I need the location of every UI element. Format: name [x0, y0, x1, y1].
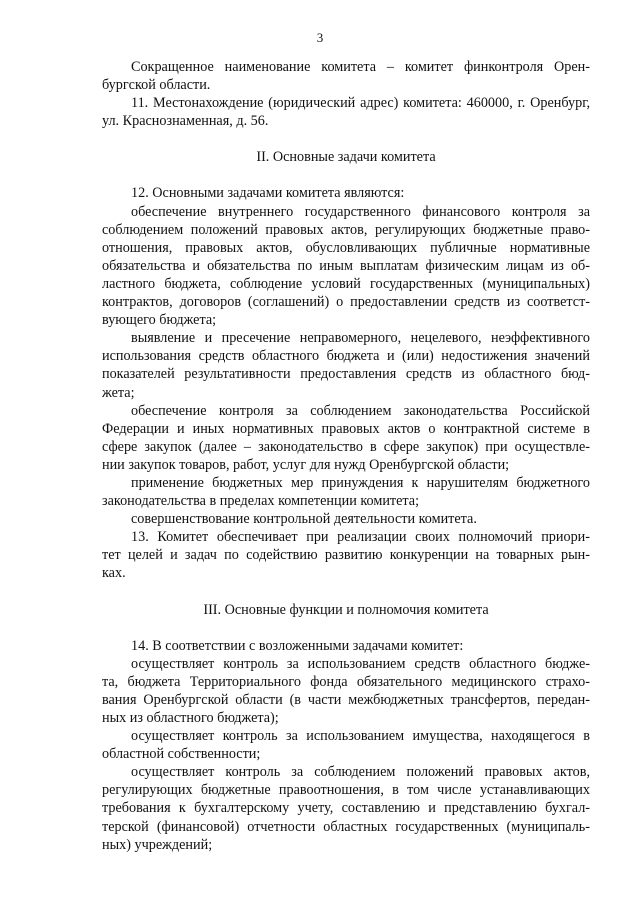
section-2-heading: II. Основные задачи комитета [256, 149, 436, 166]
paragraph-14-item-2 [102, 727, 590, 763]
text-line: 11. Местонахождение (юридический адрес) комитета: 460000, г. Оренбург, [131, 95, 590, 112]
text-line: осуществляет контроль за использованием имущества, находящегося в [131, 728, 590, 745]
spacer [102, 619, 590, 637]
spacer [102, 166, 590, 184]
text-line: терской (финансовой) отчетности областных государственных (муниципаль- [102, 818, 590, 835]
text-line: обеспечение контроля за соблюдением законодательства Российской [131, 402, 590, 419]
paragraph-12-item-2 [102, 329, 590, 401]
text-line: применение бюджетных мер принуждения к нарушителям бюджетного [131, 474, 590, 491]
paragraph-12-item-4 [102, 474, 590, 510]
text-line: отношения, правовых актов, обусловливающих публичные нормативные [102, 239, 590, 256]
spacer [102, 583, 590, 601]
text-line: контрактов, договоров (соглашений) о предоставлении средств из соответст- [102, 294, 590, 311]
text-line: вания Оренбургской области (в части межбюджетных трансфертов, передан- [102, 691, 590, 708]
text-line: осуществляет контроль за соблюдением положений правовых актов, [131, 764, 590, 781]
text-line: жета; [102, 384, 135, 401]
paragraph-12-item-1 [102, 203, 590, 330]
paragraph-12-item-3 [102, 402, 590, 474]
text-line: требования к бухгалтерскому учету, составлению и представлению бухгал- [102, 800, 590, 817]
text-line: ул. Краснознаменная, д. 56. [102, 113, 269, 130]
text-line: Сокращенное наименование комитета – комитет финконтроля Орен- [131, 59, 590, 75]
text-line: ластного бюджета, соблюдение условий государственных (муниципальных) [102, 275, 590, 292]
text-line: ных) учреждений; [102, 836, 213, 853]
text-line: законодательства в пределах компетенции комитета; [102, 493, 420, 510]
text-line: бургской области. [102, 77, 211, 94]
section-3-heading: III. Основные функции и полномочия комитета [203, 601, 489, 618]
document-body [102, 58, 590, 854]
paragraph-14-intro: 14. В соответствии с возложенными задачами комитет: [131, 637, 464, 654]
text-line: ках. [102, 565, 126, 582]
page-number: 3 [316, 30, 324, 45]
text-line: сфере закупок (далее – законодательство в сфере закупок) при осуществле- [102, 438, 590, 455]
text-line: тет целей и задач по содействию развитию конкуренции на товарных рын- [102, 547, 590, 564]
text-line: вующего бюджета; [102, 312, 217, 329]
text-line: та, бюджета Территориального фонда обязательного медицинского страхо- [102, 673, 590, 690]
paragraph-13 [102, 528, 590, 582]
paragraph-14-item-3 [102, 763, 590, 853]
text-line: соблюдением положений правовых актов, регулирующих бюджетные право- [102, 221, 590, 238]
text-line: использования средств областного бюджета и (или) недостижения значений [102, 348, 590, 365]
paragraph-12-item-5: совершенствование контрольной деятельности комитета. [131, 511, 477, 528]
text-line: осуществляет контроль за использованием средств областного бюдже- [131, 655, 590, 672]
text-line: обязательства и обязательства по иным выплатам физическим лицам из об- [102, 257, 590, 274]
text-line: ных из областного бюджета); [102, 710, 279, 726]
text-line: нии закупок товаров, работ, услуг для нужд Оренбургской области; [102, 456, 510, 473]
text-line: регулирующих бюджетные правоотношения, в том числе устанавливающих [102, 782, 590, 799]
text-line: обеспечение внутреннего государственного финансового контроля за [131, 203, 590, 220]
paragraph-14-item-1 [102, 655, 590, 727]
text-line: выявление и пресечение неправомерного, нецелевого, неэффективного [131, 330, 590, 347]
text-line: Федерации и иных нормативных правовых актов о контрактной системе в [102, 420, 590, 437]
text-line: 13. Комитет обеспечивает при реализации своих полномочий приори- [131, 529, 590, 546]
paragraph-12-intro: 12. Основными задачами комитета являются: [131, 185, 405, 202]
spacer [102, 130, 590, 148]
text-line: показателей результативности предоставления средств из областного бюд- [102, 366, 590, 383]
paragraph-short-name [102, 58, 590, 94]
text-line: областной собственности; [102, 746, 261, 763]
paragraph-11 [102, 94, 590, 130]
